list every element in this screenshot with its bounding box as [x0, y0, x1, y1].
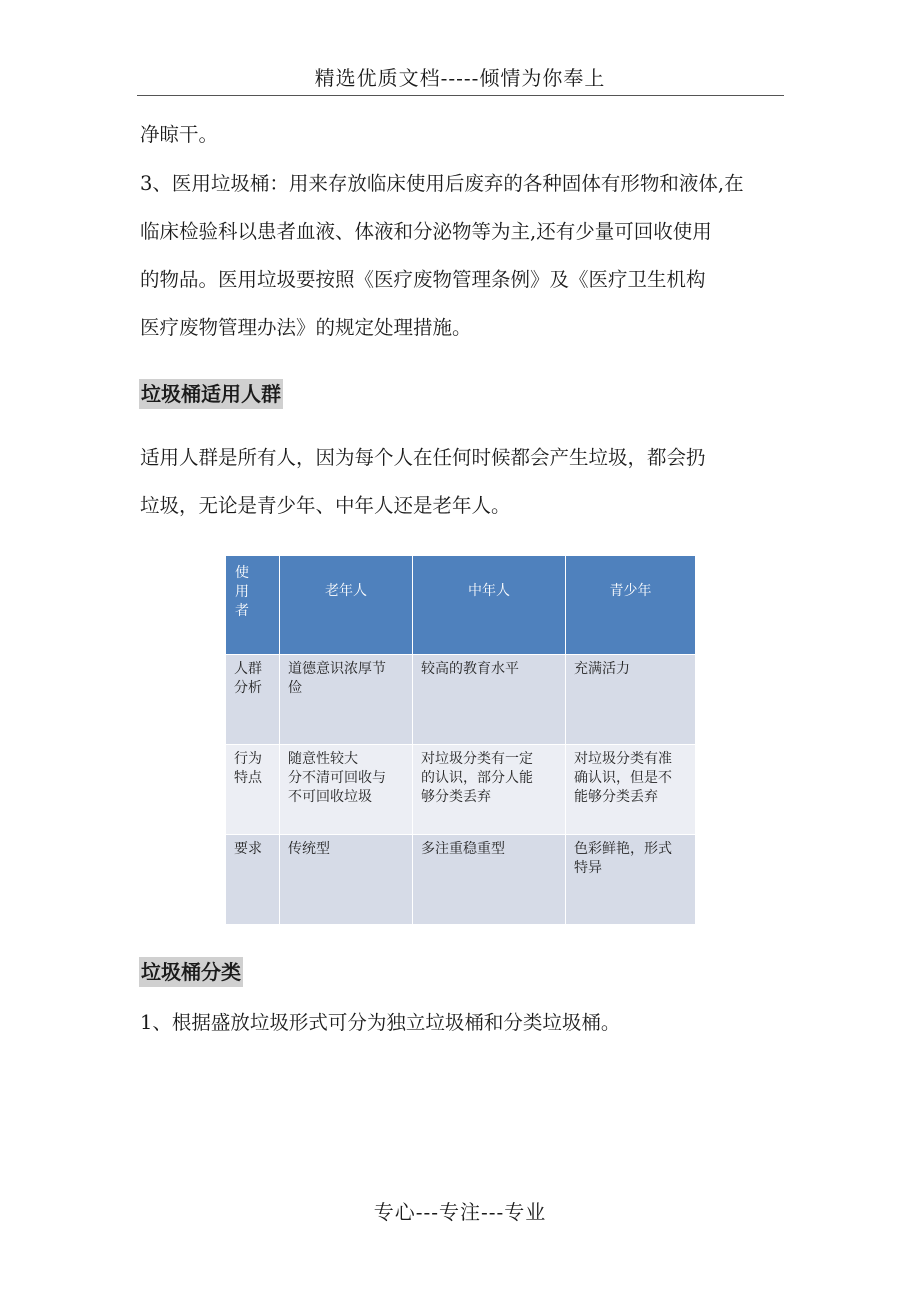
- table-cell: 对垃圾分类有准 确认识，但是不 能够分类丢弃: [566, 745, 696, 835]
- header-divider: [137, 95, 784, 96]
- corner-char: 用: [235, 584, 249, 600]
- corner-char: 者: [235, 603, 249, 619]
- table-row: [226, 745, 695, 835]
- row-header-cell: 人群 分析: [226, 655, 280, 745]
- paragraph-medical-line-4: 医疗废物管理办法》的规定处理措施。: [140, 316, 472, 339]
- paragraph-users-line-2: 垃圾，无论是青少年、中年人还是老年人。: [140, 494, 511, 517]
- table-cell: 较高的教育水平: [413, 655, 566, 745]
- table-cell: 对垃圾分类有一定 的认识，部分人能 够分类丢弃: [413, 745, 566, 835]
- paragraph-prev-tail: 净晾干。: [140, 123, 219, 146]
- table-cell: 多注重稳重型: [413, 835, 566, 925]
- table-cell: 色彩鲜艳，形式 特异: [566, 835, 696, 925]
- table-header-row: [226, 556, 695, 655]
- corner-char: 使: [235, 565, 249, 581]
- section-heading-users: 垃圾桶适用人群: [139, 379, 283, 409]
- page-footer: 专心---专注---专业: [373, 1200, 547, 1224]
- user-group-table: [226, 556, 695, 924]
- row-header-cell: 行为 特点: [226, 745, 280, 835]
- table-row: [226, 655, 695, 745]
- paragraph-types: 1、根据盛放垃圾形式可分为独立垃圾桶和分类垃圾桶。: [140, 1011, 621, 1034]
- column-header-youth: 青少年: [566, 556, 696, 655]
- section-heading-types: 垃圾桶分类: [139, 957, 243, 987]
- table-cell: 随意性较大 分不清可回收与 不可回收垃圾: [280, 745, 413, 835]
- paragraph-medical-line-3: 的物品。医用垃圾要按照《医疗废物管理条例》及《医疗卫生机构: [140, 268, 706, 291]
- column-header-middle-aged: 中年人: [413, 556, 566, 655]
- row-header-cell: 要求: [226, 835, 280, 925]
- table-cell: 充满活力: [566, 655, 696, 745]
- paragraph-users-line-1: 适用人群是所有人，因为每个人在任何时候都会产生垃圾，都会扔: [140, 446, 706, 469]
- table-cell: 传统型: [280, 835, 413, 925]
- table-row: [226, 835, 695, 925]
- page-header-title: 精选优质文档-----倾情为你奉上: [314, 66, 606, 90]
- table-corner-cell: [226, 556, 280, 655]
- paragraph-medical-line-1: 3、医用垃圾桶：用来存放临床使用后废弃的各种固体有形物和液体,在: [140, 172, 744, 195]
- column-header-elderly: 老年人: [280, 556, 413, 655]
- table-cell: 道德意识浓厚节 俭: [280, 655, 413, 745]
- paragraph-medical-line-2: 临床检验科以患者血液、体液和分泌物等为主,还有少量可回收使用: [140, 220, 712, 243]
